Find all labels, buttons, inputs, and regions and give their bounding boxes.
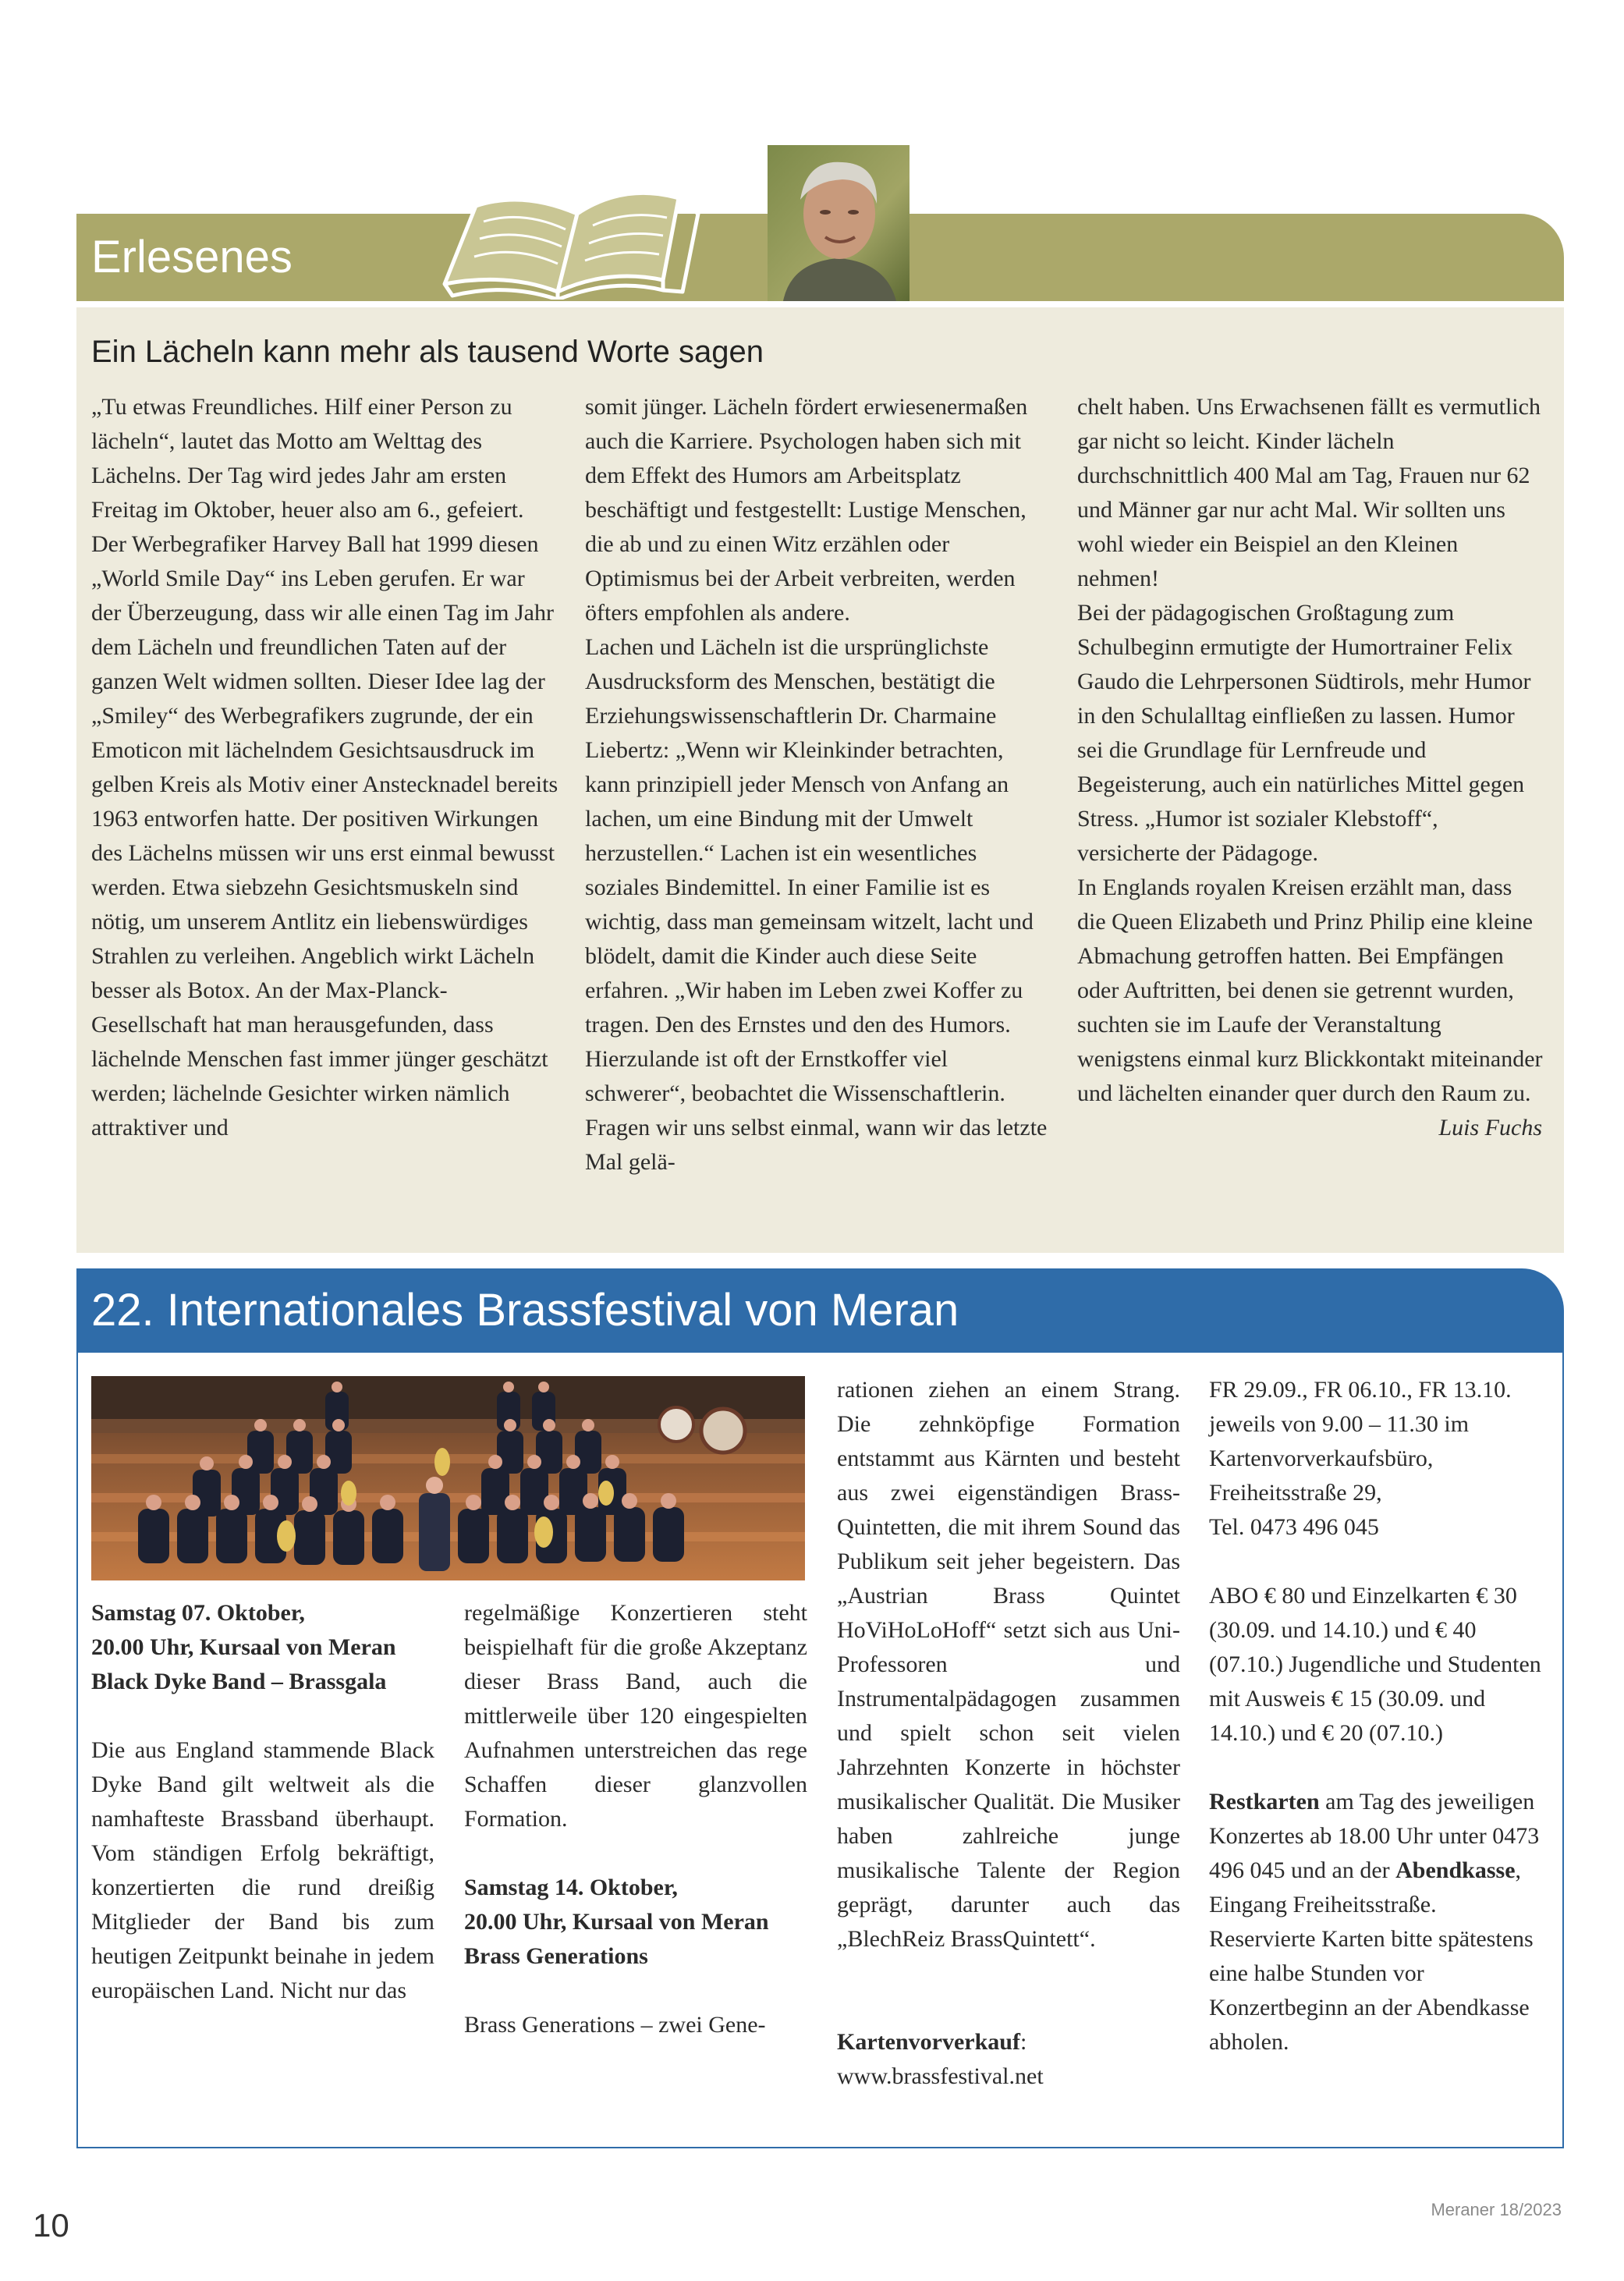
presale-colon: : [1019,2029,1027,2055]
festival-column-2 [464,1596,807,2042]
event-2-title: Brass Generations [464,1943,648,1969]
event-1-date: Samstag 07. Oktober, [91,1600,305,1626]
festival-column-3 [837,1373,1180,2094]
band-photo [91,1376,805,1580]
spacer [1209,1545,1544,1579]
event-2-description: rationen ziehen an einem Strang. Die zehnköpfige Formation entstammt aus Kärnten und besteht aus zwei eigenständigen Brass-Quintetten, die mit ihrem Sound das Publikum seit jeher begeistern. Das „Austrian Brass Quintet HoViHoLoHoff“ setzt sich aus Uni-Professoren und Instrumentalpädagogen zusammen und spielt schon seit vielen Jahrzehnten Konzerte in höchster musikalischer Qualität. Die Musiker haben zahlreiche junge musikalische Talente der Region geprägt, darunter auch das „BlechReiz BrassQuintett“. [837,1377,1180,1952]
remaining-tickets-text: am Tag des jeweiligen Konzertes ab 18.00 Uhr unter 0473 496 045 und an der [1209,1789,1540,1883]
presale-hours: jeweils von 9.00 – 11.30 im [1209,1411,1470,1437]
presale-website-link[interactable]: www.brassfestival.net [837,2063,1044,2089]
article-column-1 [91,390,559,1145]
section-title: Erlesenes [91,232,293,282]
festival-column-1 [91,1596,434,2008]
article-paragraph: chelt haben. Uns Erwachsenen fällt es vermutlich gar nicht so leicht. Kinder lächeln durchschnittlich 400 Mal am Tag, Frauen nur 62 und Männer gar nur acht Mal. Wir sollten uns wohl wieder ein Beispiel an den Kleinen nehmen! [1077,394,1541,591]
article-headline: Ein Lächeln kann mehr als tausend Worte sagen [91,335,764,369]
presale-dates: FR 29.09., FR 06.10., FR 13.10. [1209,1377,1512,1403]
page-number: 10 [33,2207,69,2244]
presale-heading [837,2025,1180,2059]
remaining-tickets-info [1209,1785,1544,1922]
section-title: 22. Internationales Brassfestival von Meran [91,1285,959,1336]
presale-phone: Tel. 0473 496 045 [1209,1514,1379,1540]
ticket-prices: ABO € 80 und Einzelkarten € 30 (30.09. und 14.10.) und € 40 (07.10.) Jugendliche und Studenten mit Ausweis € 15 (30.09. und 14.10.) und € 20 (07.10.) [1209,1583,1541,1746]
event-1-title: Black Dyke Band – Brassgala [91,1669,387,1694]
event-1-description-continued: regelmäßige Konzertieren steht beispielhaft für die große Akzeptanz dieser Brass Band, auch die mittlerweile über 120 eingespielten Aufnahmen unterstreichen das rege Schaffen dieser glanzvollen Formation. [464,1600,807,1832]
spacer [91,1699,434,1733]
brassfestival-section [76,1268,1564,2150]
event-2-description-start: Brass Generations – zwei Gene- [464,2012,766,2038]
article-column-2 [585,390,1053,1180]
event-1-description: Die aus England stammende Black Dyke Band gilt weltweit als die namhafteste Brassband überhaupt. Vom ständigen Erfolg bekräftigt, konzertierten die rund dreißig Mitglieder der Band bis zum heutigen Zeitpunkt beinahe in jedem europäischen Land. Nicht nur das [91,1737,434,2003]
spacer [464,1836,807,1871]
presale-label: Kartenvorverkauf [837,2029,1020,2055]
box-office-label: Abendkasse [1395,1857,1516,1883]
spacer [837,1956,1180,1991]
reservation-info: Reservierte Karten bitte spätestens eine halbe Stunden vor Konzertbeginn an der Abendkasse abholen. [1209,1926,1534,2055]
event-2-time-venue: 20.00 Uhr, Kursaal von Meran [464,1909,769,1935]
issue-label: Meraner 18/2023 [1431,2200,1562,2219]
author-signature: Luis Fuchs [1438,1115,1542,1140]
event-2-date: Samstag 14. Oktober, [464,1875,678,1900]
header-divider [76,301,1564,307]
article-paragraph: Bei der pädagogischen Großtagung zum Schulbeginn ermutigte der Humortrainer Felix Gaudo die Lehrpersonen Südtirols, mehr Humor in den Schulalltag einfließen zu lassen. Humor sei die Grundlage für Lernfreude und Begeisterung, auch ein natürliches Mittel gegen Stress. „Humor ist sozialer Klebstoff“, versicherte der Pädagoge. [1077,600,1531,866]
article-paragraph: Lachen und Lächeln ist die ursprünglichste Ausdrucksform des Menschen, bestätigt die Erziehungswissenschaftlerin Dr. Charmaine Liebertz: „Wenn wir Kleinkinder betrachten, kann prinzipiell jeder Mensch von Anfang an lachen, um eine Bindung mit der Umwelt herzustellen.“ Lachen ist ein wesentliches soziales Bindemittel. In einer Familie ist es wichtig, dass man gemeinsam witzelt, lacht und blödelt, damit die Kinder auch diese Seite erfahren. „Wir haben im Leben zwei Koffer zu tragen. Den des Ernstes und den des Humors. Hierzulande ist oft der Ernstkoffer viel schwerer“, beobachtet die Wissenschaftlerin. Fragen wir uns selbst einmal, wann wir das letzte Mal gelä- [585,634,1048,1175]
spacer [464,1974,807,2008]
article-paragraph: In Englands royalen Kreisen erzählt man, dass die Queen Elizabeth und Prinz Philip eine kleine Abmachung getroffen hatten. Bei Empfängen oder Auftritten, bei denen sie getrennt wurden, suchten sie im Laufe der Veranstaltung wenigstens einmal kurz Blickkontakt miteinander und lächelten einander quer durch den Raum zu. [1077,874,1543,1106]
presale-office: Kartenvorverkaufsbüro, [1209,1446,1434,1471]
spacer [837,1991,1180,2025]
article-paragraph: somit jünger. Lächeln fördert erwiesenermaßen auch die Karriere. Psychologen haben sich mit dem Effekt des Humors am Arbeitsplatz beschäftigt und festgestellt: Lustige Menschen, die ab und zu einen Witz erzählen oder Optimismus bei der Arbeit verbreiten, werden öfters empfohlen als andere. [585,394,1028,626]
article-paragraph: „Tu etwas Freundliches. Hilf einer Person zu lächeln“, lautet das Motto am Welttag des Lächelns. Der Tag wird jedes Jahr am ersten Freitag im Oktober, heuer also am 6., gefeiert. Der Werbegrafiker Harvey Ball hat 1999 diesen „World Smile Day“ ins Leben gerufen. Er war der Überzeugung, dass wir alle einen Tag im Jahr dem Lächeln und freundlichen Taten auf der ganzen Welt widmen sollten. Dieser Idee lag der „Smiley“ des Werbegrafikers zugrunde, der ein Emoticon mit lächelndem Gesichtsausdruck im gelben Kreis als Motiv einer Anstecknadel bereits 1963 entworfen hatte. Der positiven Wirkungen des Lächelns müssen wir uns erst einmal bewusst werden. Etwa siebzehn Gesichtsmuskeln sind nötig, um unserem Antlitz ein liebenswürdiges Strahlen zu verleihen. Angeblich wirkt Lächeln besser als Botox. An der Max-Planck-Gesellschaft hat man herausgefunden, dass lächelnde Menschen fast immer jünger geschätzt werden; lächelnde Gesichter wirken nämlich attraktiver und [91,394,558,1140]
article-column-3 [1077,390,1545,1145]
remaining-tickets-label: Restkarten [1209,1789,1320,1815]
event-1-time-venue: 20.00 Uhr, Kursaal von Meran [91,1634,396,1660]
presale-address: Freiheitsstraße 29, [1209,1480,1382,1506]
open-book-icon [429,183,733,300]
erlesenes-section [76,214,1564,1253]
spacer [1209,1751,1544,1785]
box-office-entrance: , Eingang Freiheitsstraße. [1209,1857,1522,1917]
author-portrait-photo [768,145,910,301]
festival-column-4 [1209,1373,1544,2059]
